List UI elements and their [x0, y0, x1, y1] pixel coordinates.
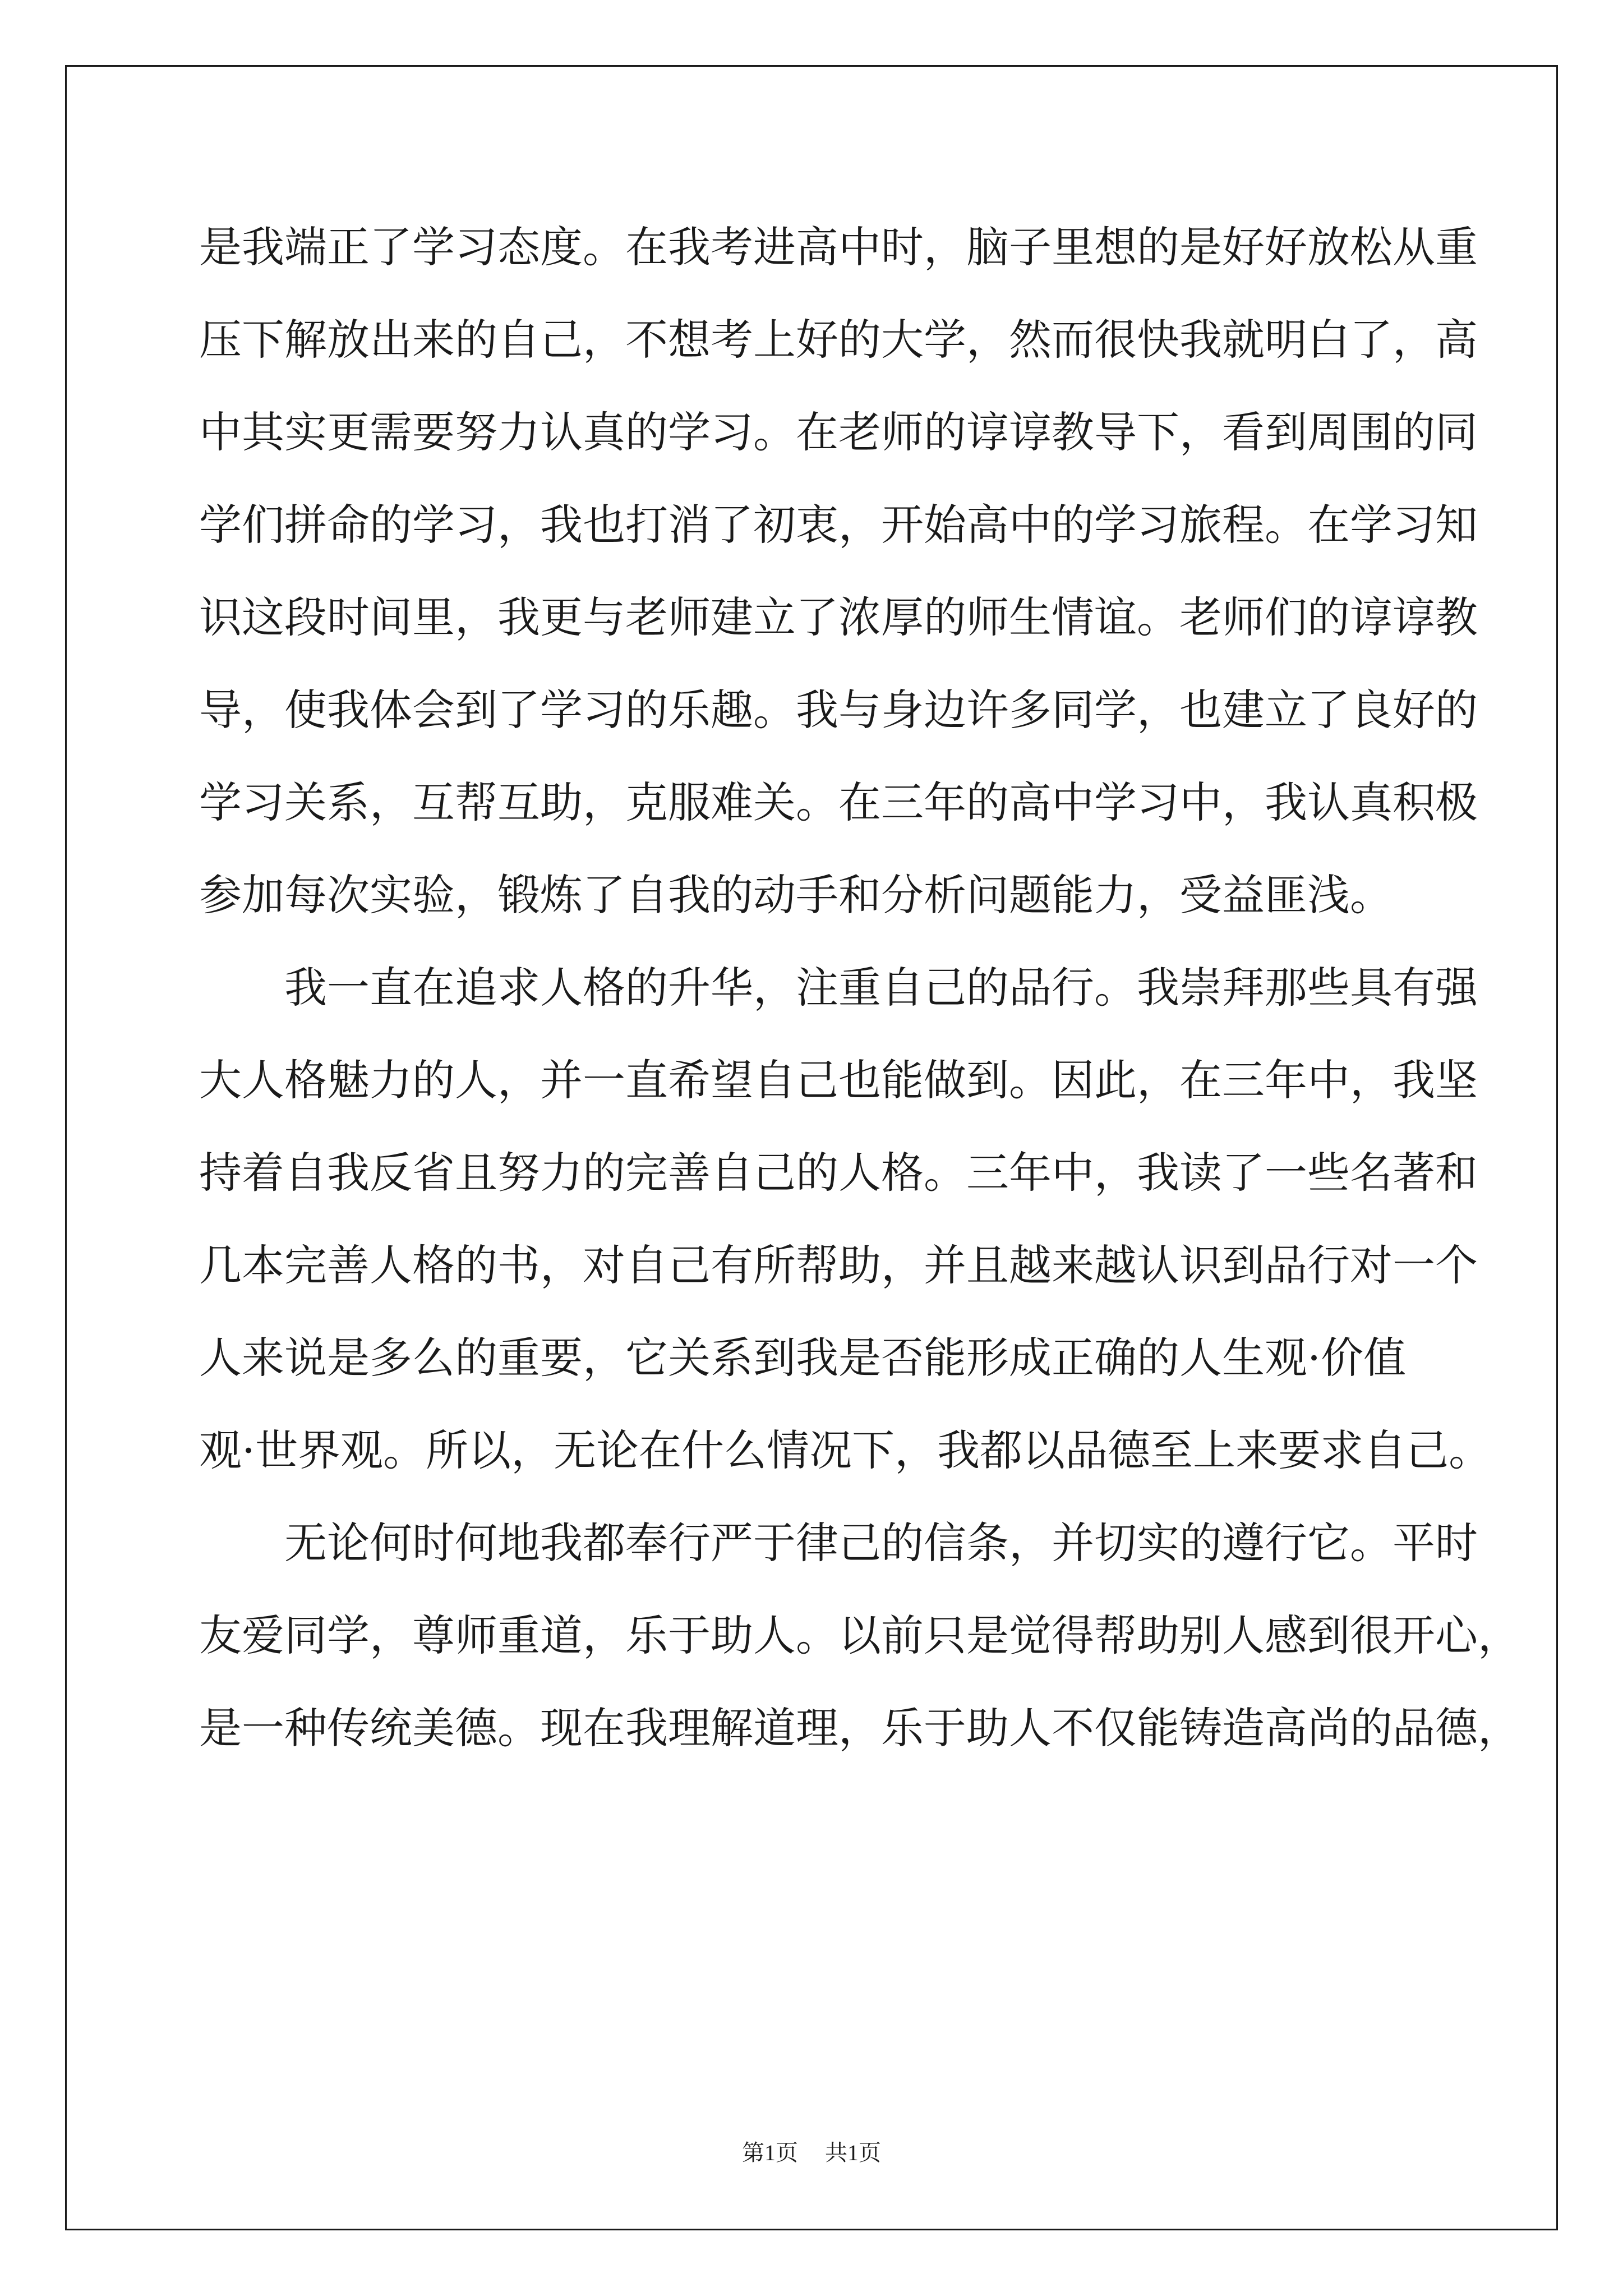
text-line: 持着自我反省且努力的完善自己的人格。三年中，我读了一些名著和: [199, 1148, 1478, 1198]
page-footer: [0, 2136, 1623, 2170]
text-line: 观·世界观。所以，无论在什么情况下，我都以品德至上来要求自己。: [199, 1425, 1492, 1475]
text-line: 学习关系，互帮互助，克服难关。在三年的高中学习中，我认真积极: [199, 777, 1478, 827]
document-body: [199, 201, 1520, 1774]
text-line: 大人格魅力的人，并一直希望自己也能做到。因此，在三年中，我坚: [199, 1055, 1478, 1105]
page-number: 第1页: [742, 2140, 798, 2165]
total-pages: 共1页: [825, 2140, 881, 2165]
text-line: 学们拼命的学习，我也打消了初衷，开始高中的学习旅程。在学习知: [199, 500, 1478, 550]
text-line: 友爱同学，尊师重道，乐于助人。以前只是觉得帮助别人感到很开心，: [199, 1611, 1520, 1660]
text-line: 是我端正了学习态度。在我考进高中时，脑子里想的是好好放松从重: [199, 222, 1478, 272]
paragraph-start-line: 无论何时何地我都奉行严于律己的信条，并切实的遵行它。平时: [284, 1518, 1478, 1568]
text-line: 压下解放出来的自己，不想考上好的大学，然而很快我就明白了，高: [199, 315, 1478, 365]
text-line: 导，使我体会到了学习的乐趣。我与身边许多同学，也建立了良好的: [199, 685, 1478, 735]
text-line: 参加每次实验，锻炼了自我的动手和分析问题能力，受益匪浅。: [199, 870, 1393, 920]
text-line: 几本完善人格的书，对自己有所帮助，并且越来越认识到品行对一个: [199, 1240, 1478, 1290]
text-line: 中其实更需要努力认真的学习。在老师的谆谆教导下，看到周围的同: [199, 407, 1478, 457]
paragraph-start-line: 我一直在追求人格的升华，注重自己的品行。我崇拜那些具有强: [284, 963, 1478, 1013]
text-line: 识这段时间里，我更与老师建立了浓厚的师生情谊。老师们的谆谆教: [199, 592, 1478, 642]
text-line: 人来说是多么的重要，它关系到我是否能形成正确的人生观·价值: [199, 1333, 1407, 1383]
text-line: 是一种传统美德。现在我理解道理，乐于助人不仅能铸造高尚的品德，: [199, 1703, 1520, 1753]
